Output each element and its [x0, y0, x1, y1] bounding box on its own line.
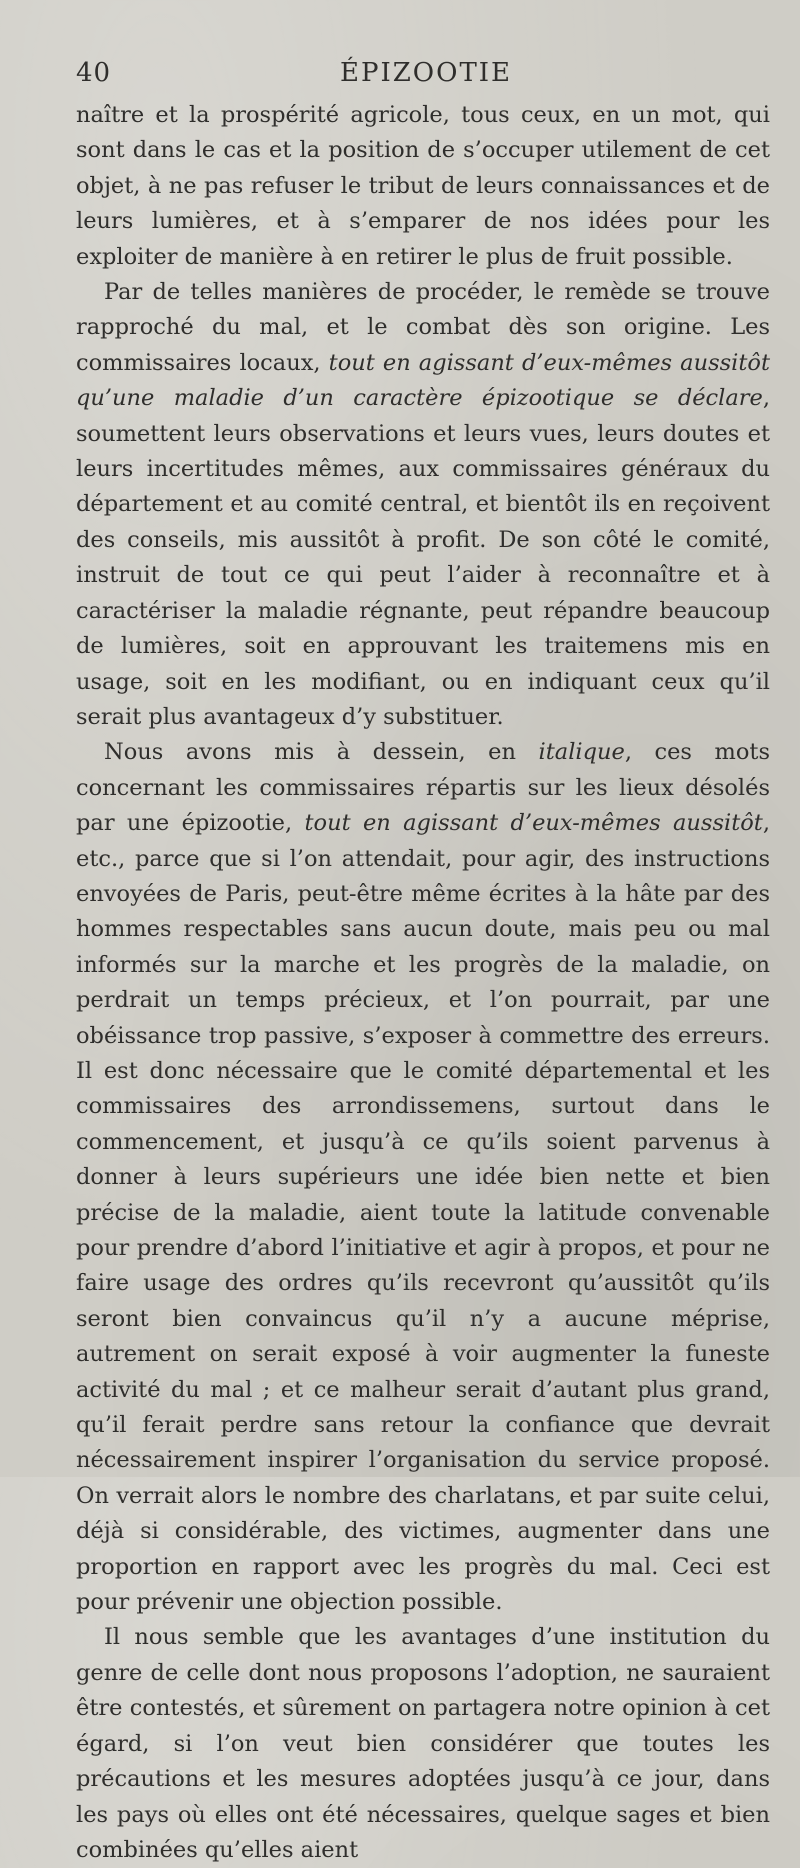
text-segment: , soumettent leurs observations et leurs vues, leurs doutes et leurs incertitudes mêmes, aux commissaires généraux du département et au comité central, et bientôt ils en reçoivent des conseils, mis aussitôt à profit. De son côté le comité, instruit de tout ce qui peut l’aider à reconnaître et à caractériser la maladie régnante, peut répandre beaucoup de lumières, soit en approuvant les traitemens mis en usage, soit en les modifiant, ou en indiquant ceux qu’il serait plus avantageux d’y substituer. [76, 385, 770, 730]
body-text [76, 98, 770, 1868]
running-head [76, 58, 770, 98]
text-segment: , ces mots concernant les commissaires répartis sur les lieux désolés par une épizootie, [76, 739, 770, 837]
text-segment: Nous avons mis à dessein, en [104, 739, 539, 766]
text-segment: Il nous semble que les avantages d’une institution du genre de celle dont nous proposons l’adoption, ne sauraient être contestés, et sûrement on partagera notre opinion à cet égard, si l’on veut bien considérer que toutes les précautions et les mesures adoptées jusqu’à ce jour, dans les pays où elles ont été nécessaires, quelque sages et bien combinées qu’elles aient [76, 1624, 770, 1863]
italic-segment: tout en agissant d’eux-mêmes aussitôt qu’une maladie d’un caractère épizootique se déclare [76, 349, 770, 412]
text-segment: , etc., parce que si l’on attendait, pour agir, des instructions envoyées de Paris, peut-être même écrites à la hâte par des hommes respectables sans aucun doute, mais peu ou mal informés sur la marche et les progrès de la maladie, on perdrait un temps précieux, et l’on pourrait, par une obéissance trop passive, s’exposer à commettre des erreurs. Il est donc nécessaire que le comité départemental et les commissaires des arrondissemens, surtout dans le commencement, et jusqu’à ce qu’ils soient parvenus à donner à leurs supérieurs une idée bien nette et bien précise de la maladie, aient toute la latitude convenable pour prendre d’abord l’initiative et agir à propos, et pour ne faire usage des ordres qu’ils recevront qu’aussitôt qu’ils seront bien convaincus qu’il n’y a aucune méprise, autrement on serait exposé à voir augmenter la funeste activité du mal ; et ce malheur serait d’autant plus grand, qu’il ferait perdre sans retour la confiance que devrait nécessairement inspirer l’organisation du service proposé. On verrait alors le nombre des charlatans, et par suite celui, déjà si considérable, des victimes, augmenter dans une proportion en rapport avec les progrès du mal. Ceci est pour prévenir une objection possible. [76, 810, 770, 1616]
paragraph-3 [76, 735, 770, 1620]
paragraph-2 [76, 275, 770, 735]
italic-segment: tout en agissant d’eux-mêmes aussitôt [304, 810, 763, 837]
paragraph-4 [76, 1620, 770, 1868]
text-segment: naître et la prospérité agricole, tous ceux, en un mot, qui sont dans le cas et la position de s’occuper utilement de cet objet, à ne pas refuser le tribut de leurs connaissances et de leurs lumières, et à s’emparer de nos idées pour les exploiter de manière à en retirer le plus de fruit possible. [76, 102, 770, 270]
italic-segment: italique [538, 739, 625, 766]
page-number: 40 [76, 58, 112, 88]
paragraph-1 [76, 98, 770, 275]
running-title: ÉPIZOOTIE [340, 58, 513, 88]
text-segment: Par de telles manières de procéder, le remède se trouve rapproché du mal, et le combat dès son origine. Les commissaires locaux, [76, 279, 770, 376]
